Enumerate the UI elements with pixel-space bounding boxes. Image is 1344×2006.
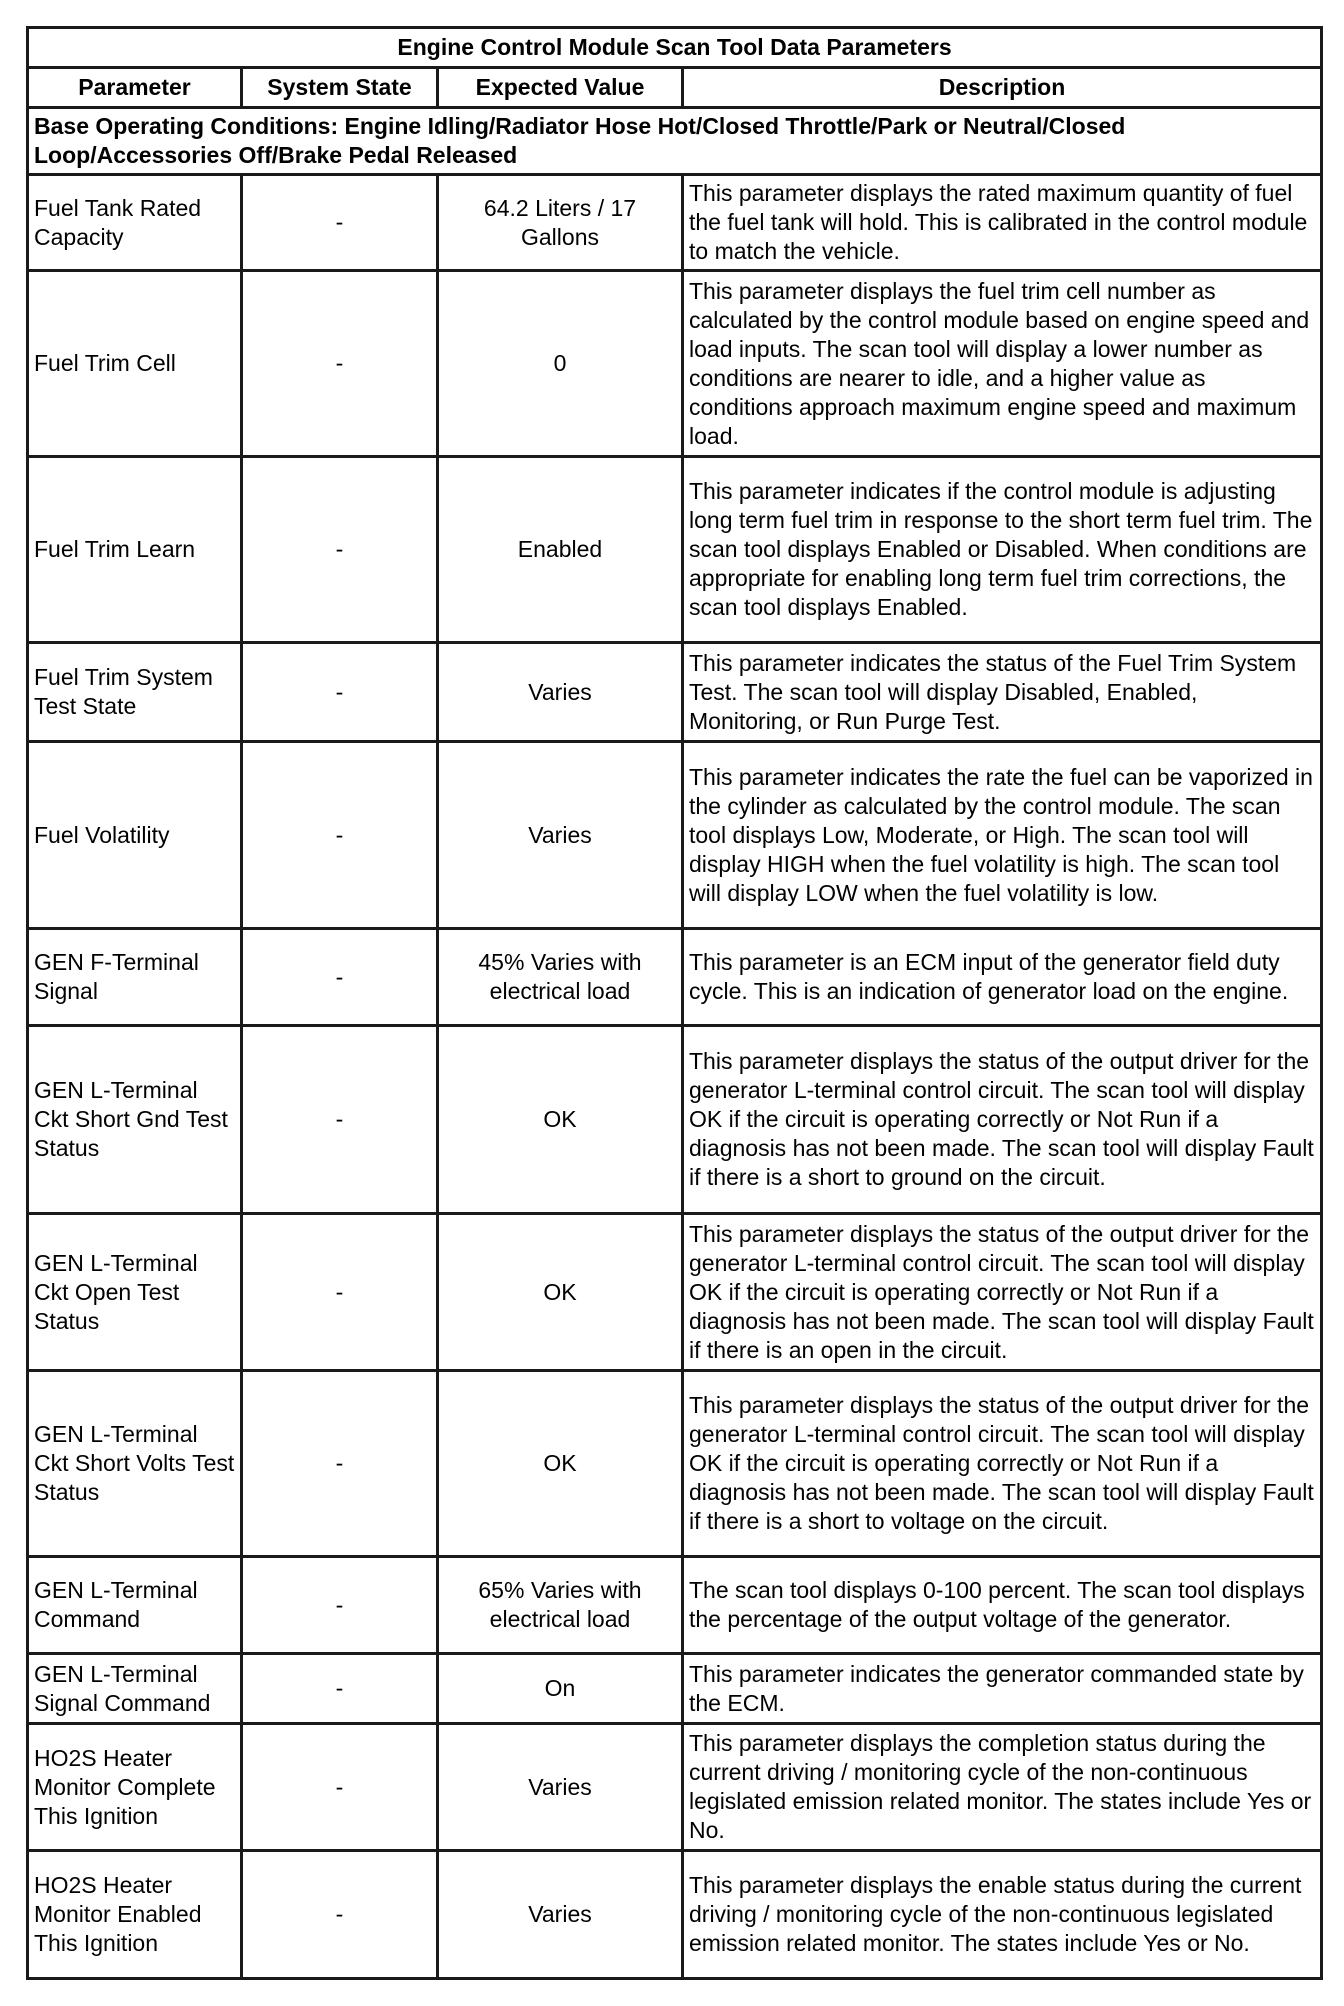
description-cell: This parameter indicates the rate the fuel can be vaporized in the cylinder as calculated by the control module. The scan tool displays Low, Moderate, or High. The scan tool will display HIGH when the fuel volatility is high. The scan tool will display LOW when the fuel volatility is low. xyxy=(683,742,1322,929)
system-state-cell: - xyxy=(242,1557,438,1654)
expected-value-cell: 65% Varies with electrical load xyxy=(438,1557,683,1654)
description-cell: This parameter is an ECM input of the generator field duty cycle. This is an indication of generator load on the engine. xyxy=(683,929,1322,1026)
table-row xyxy=(28,1724,1322,1851)
expected-value-cell: On xyxy=(438,1654,683,1724)
description-cell: This parameter indicates the generator commanded state by the ECM. xyxy=(683,1654,1322,1724)
expected-value-cell: OK xyxy=(438,1371,683,1557)
system-state-cell: - xyxy=(242,1654,438,1724)
base-conditions-row xyxy=(28,108,1322,175)
description-cell: This parameter displays the fuel trim cell number as calculated by the control module based on engine speed and load inputs. The scan tool will display a lower number as conditions are nearer to idle, and a higher value as conditions approach maximum engine speed and maximum load. xyxy=(683,271,1322,457)
header-system-state: System State xyxy=(242,68,438,108)
parameter-cell: Fuel Tank Rated Capacity xyxy=(28,175,242,271)
parameter-cell: HO2S Heater Monitor Complete This Ignition xyxy=(28,1724,242,1851)
expected-value-cell: 45% Varies with electrical load xyxy=(438,929,683,1026)
header-expected-value: Expected Value xyxy=(438,68,683,108)
table-title-row xyxy=(28,28,1322,68)
table-row xyxy=(28,1026,1322,1214)
expected-value-cell: Varies xyxy=(438,742,683,929)
system-state-cell: - xyxy=(242,1371,438,1557)
table-row xyxy=(28,742,1322,929)
table-row xyxy=(28,1557,1322,1654)
system-state-cell: - xyxy=(242,1026,438,1214)
system-state-cell: - xyxy=(242,643,438,742)
description-cell: This parameter displays the status of the output driver for the generator L-terminal control circuit. The scan tool will display OK if the circuit is operating correctly or Not Run if a diagnosis has not been made. The scan tool will display Fault if there is an open in the circuit. xyxy=(683,1214,1322,1371)
table-row xyxy=(28,271,1322,457)
description-cell: This parameter displays the rated maximum quantity of fuel the fuel tank will hold. This is calibrated in the control module to match the vehicle. xyxy=(683,175,1322,271)
table-title: Engine Control Module Scan Tool Data Parameters xyxy=(28,28,1322,68)
expected-value-cell: 64.2 Liters / 17 Gallons xyxy=(438,175,683,271)
table-row xyxy=(28,1851,1322,1979)
system-state-cell: - xyxy=(242,271,438,457)
system-state-cell: - xyxy=(242,929,438,1026)
description-cell: This parameter indicates if the control module is adjusting long term fuel trim in response to the short term fuel trim. The scan tool displays Enabled or Disabled. When conditions are appropriate for enabling long term fuel trim corrections, the scan tool displays Enabled. xyxy=(683,457,1322,643)
table-row xyxy=(28,929,1322,1026)
description-cell: This parameter displays the status of the output driver for the generator L-terminal control circuit. The scan tool will display OK if the circuit is operating correctly or Not Run if a diagnosis has not been made. The scan tool will display Fault if there is a short to voltage on the circuit. xyxy=(683,1371,1322,1557)
table-row xyxy=(28,643,1322,742)
table-row xyxy=(28,1371,1322,1557)
system-state-cell: - xyxy=(242,742,438,929)
parameter-cell: GEN L-Terminal Ckt Short Gnd Test Status xyxy=(28,1026,242,1214)
expected-value-cell: 0 xyxy=(438,271,683,457)
expected-value-cell: OK xyxy=(438,1214,683,1371)
parameter-cell: Fuel Trim System Test State xyxy=(28,643,242,742)
table-row xyxy=(28,175,1322,271)
scan-tool-data-table-wrapper xyxy=(26,26,1320,1980)
description-cell: This parameter displays the completion status during the current driving / monitoring cycle of the non-continuous legislated emission related monitor. The states include Yes or No. xyxy=(683,1724,1322,1851)
system-state-cell: - xyxy=(242,457,438,643)
base-operating-conditions: Base Operating Conditions: Engine Idling/Radiator Hose Hot/Closed Throttle/Park or Neutral/Closed Loop/Accessories Off/Brake Pedal Released xyxy=(28,108,1322,175)
description-cell: This parameter displays the status of the output driver for the generator L-terminal control circuit. The scan tool will display OK if the circuit is operating correctly or Not Run if a diagnosis has not been made. The scan tool will display Fault if there is a short to ground on the circuit. xyxy=(683,1026,1322,1214)
expected-value-cell: OK xyxy=(438,1026,683,1214)
parameter-cell: Fuel Trim Cell xyxy=(28,271,242,457)
parameter-cell: GEN L-Terminal Signal Command xyxy=(28,1654,242,1724)
parameter-cell: Fuel Volatility xyxy=(28,742,242,929)
header-parameter: Parameter xyxy=(28,68,242,108)
system-state-cell: - xyxy=(242,1851,438,1979)
table-row xyxy=(28,1214,1322,1371)
parameter-cell: Fuel Trim Learn xyxy=(28,457,242,643)
header-description: Description xyxy=(683,68,1322,108)
parameter-cell: GEN L-Terminal Ckt Short Volts Test Status xyxy=(28,1371,242,1557)
expected-value-cell: Enabled xyxy=(438,457,683,643)
description-cell: This parameter indicates the status of the Fuel Trim System Test. The scan tool will display Disabled, Enabled, Monitoring, or Run Purge Test. xyxy=(683,643,1322,742)
description-cell: The scan tool displays 0-100 percent. The scan tool displays the percentage of the output voltage of the generator. xyxy=(683,1557,1322,1654)
parameter-cell: GEN F-Terminal Signal xyxy=(28,929,242,1026)
expected-value-cell: Varies xyxy=(438,1724,683,1851)
expected-value-cell: Varies xyxy=(438,643,683,742)
system-state-cell: - xyxy=(242,1214,438,1371)
description-cell: This parameter displays the enable status during the current driving / monitoring cycle of the non-continuous legislated emission related monitor. The states include Yes or No. xyxy=(683,1851,1322,1979)
parameter-cell: GEN L-Terminal Ckt Open Test Status xyxy=(28,1214,242,1371)
parameter-cell: GEN L-Terminal Command xyxy=(28,1557,242,1654)
parameter-cell: HO2S Heater Monitor Enabled This Ignition xyxy=(28,1851,242,1979)
expected-value-cell: Varies xyxy=(438,1851,683,1979)
system-state-cell: - xyxy=(242,1724,438,1851)
table-header-row xyxy=(28,68,1322,108)
table-row xyxy=(28,457,1322,643)
system-state-cell: - xyxy=(242,175,438,271)
table-row xyxy=(28,1654,1322,1724)
scan-tool-data-table xyxy=(26,26,1323,1980)
